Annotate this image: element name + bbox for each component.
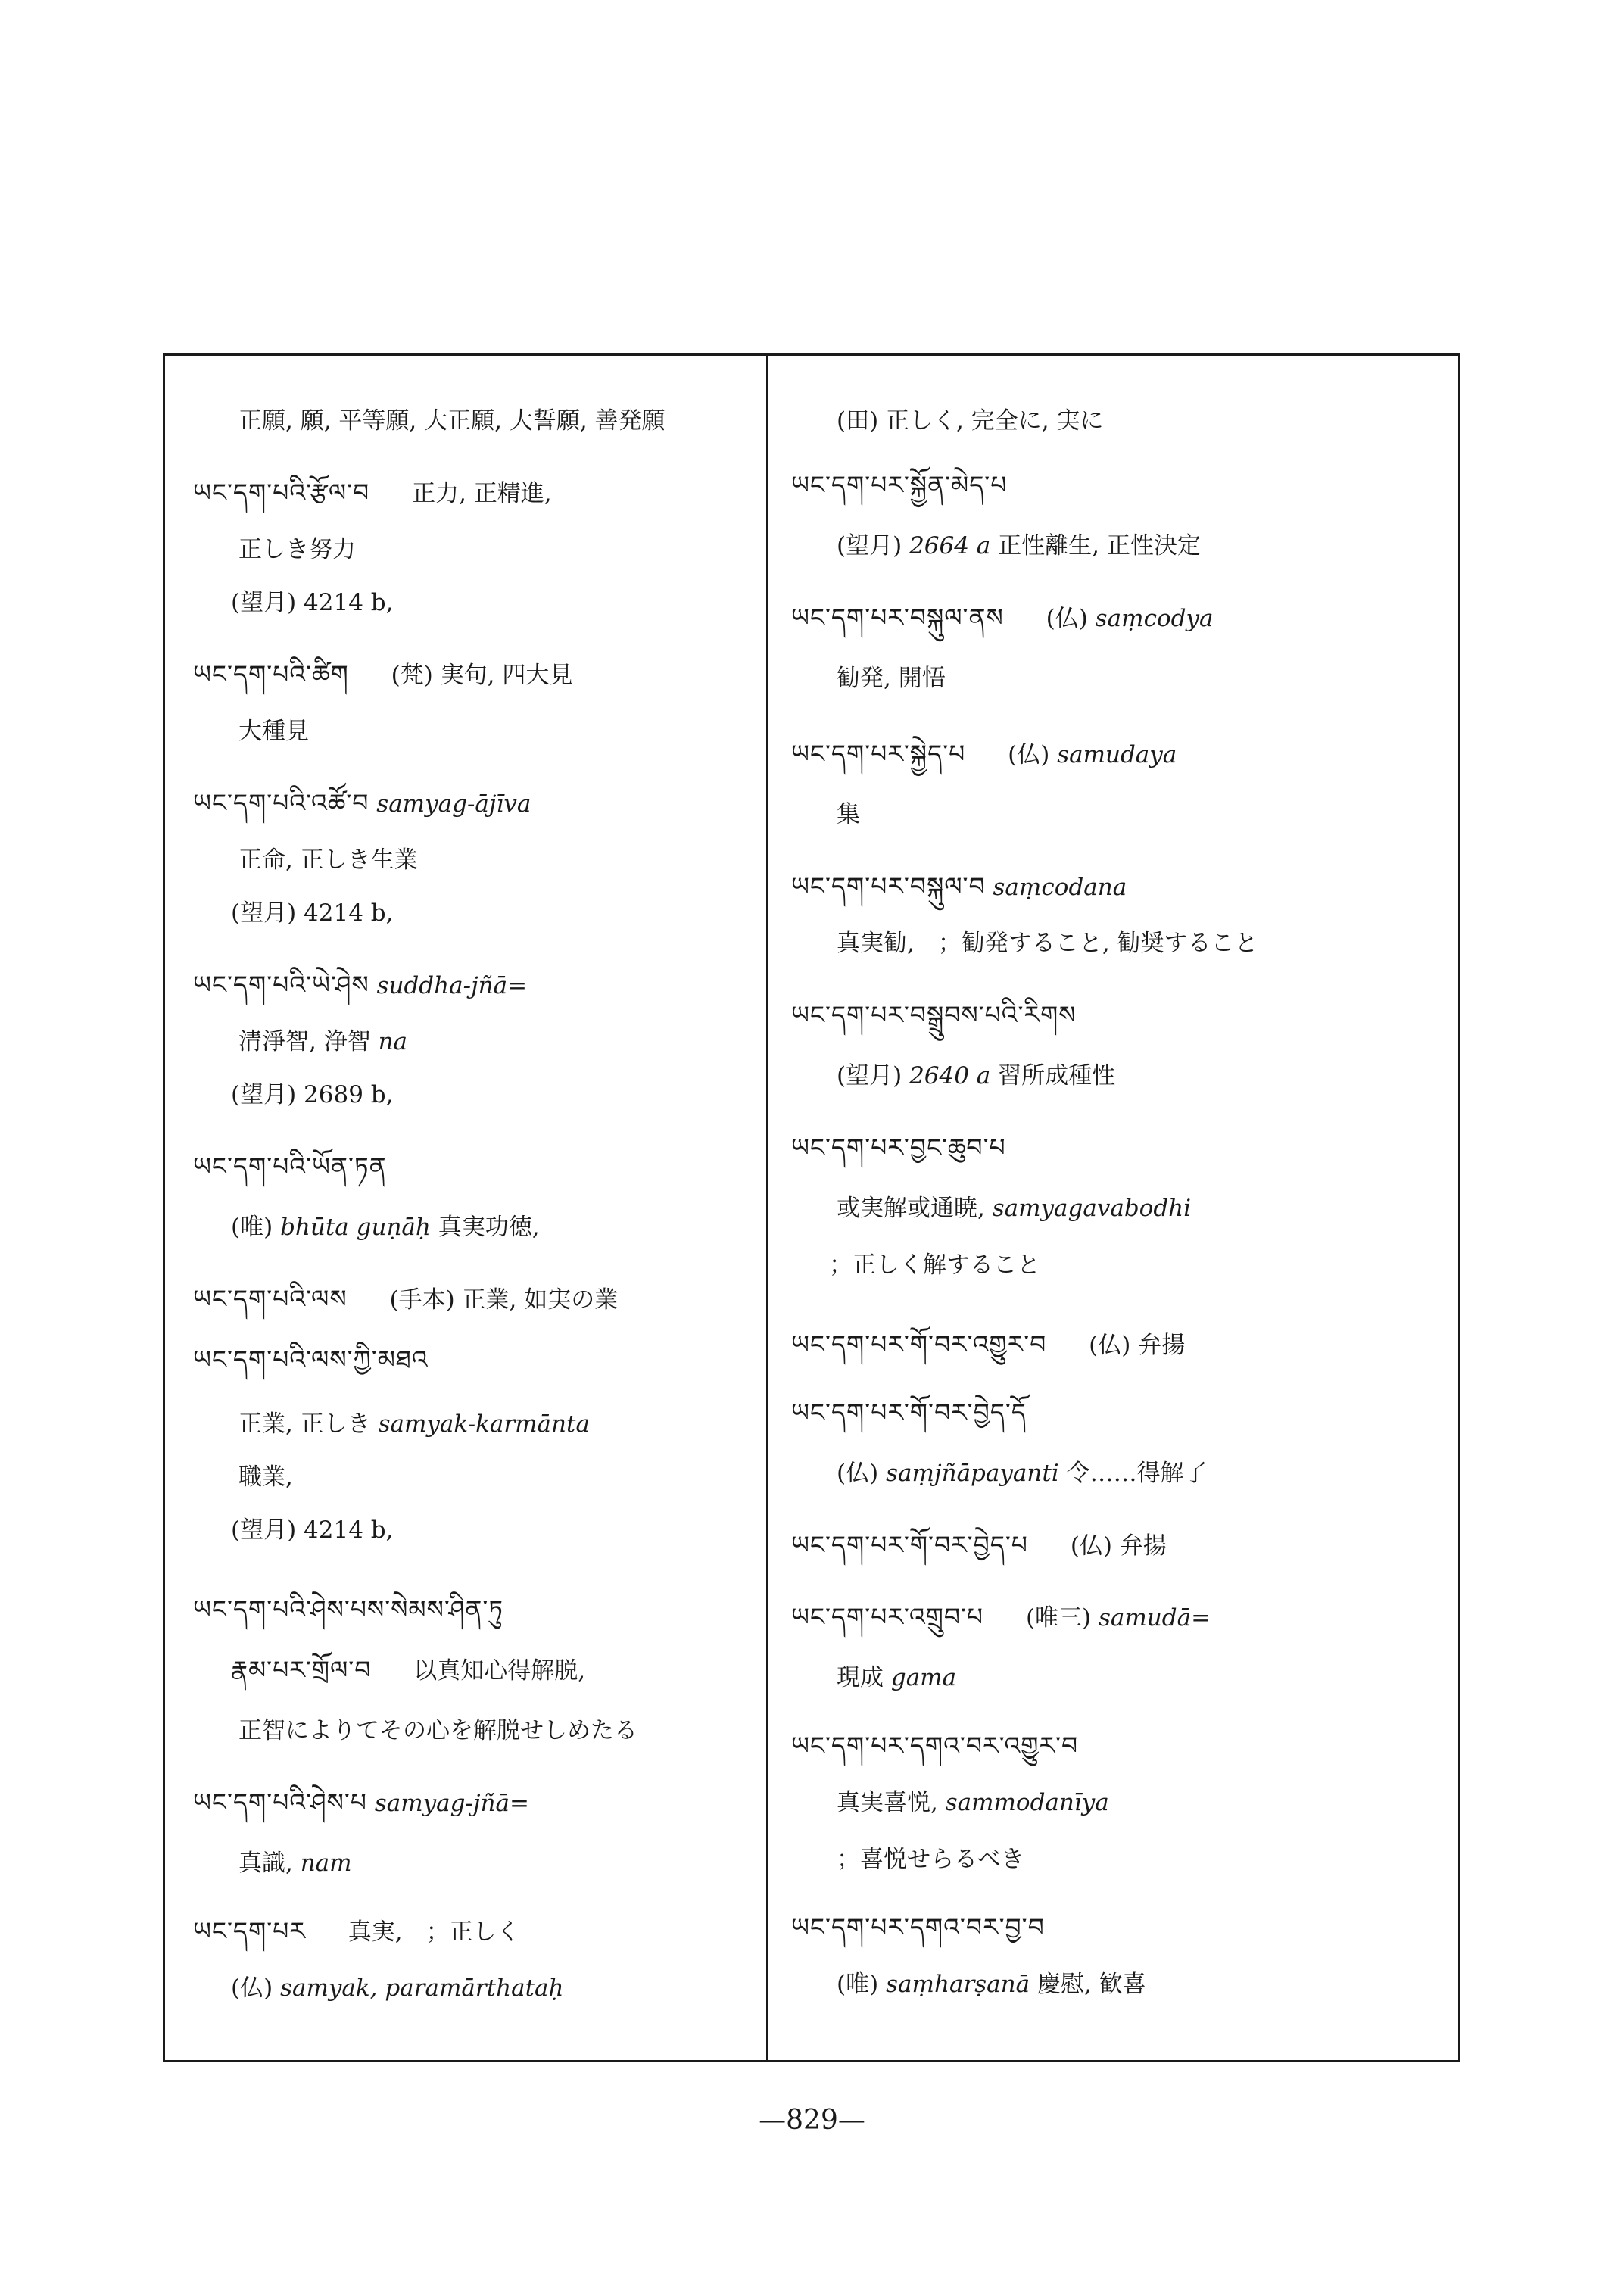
entry-line: [791, 739, 1177, 770]
entry-line: [837, 1844, 1024, 1875]
entry-line: [837, 1788, 1109, 1818]
romanized-sanskrit: 2664 a: [909, 532, 991, 559]
tibetan-headword: ཡང་དག་པའི་ཡེ་ཤེས: [193, 970, 369, 999]
gloss-text: 正力, 正精進,: [412, 480, 552, 507]
tibetan-headword: ཡང་དག་པའི་ལས་ཀྱི་མཐའ: [193, 1345, 429, 1374]
gloss-text: (梵) 実句, 四大見: [391, 662, 573, 689]
entry-line: [791, 470, 1007, 501]
entry-line: [193, 659, 572, 690]
tibetan-headword: ཡང་དག་པར་གོ་བར་བྱེད་དོ: [791, 1398, 1027, 1427]
tibetan-headword: ཡང་དག་པར་གོ་བར་འགྱུར་བ: [791, 1329, 1047, 1359]
gloss-text: 正業, 正しき: [238, 1410, 371, 1438]
entry-line: [238, 1716, 637, 1746]
page-number: —829—: [759, 2105, 865, 2136]
entry-line: [791, 1398, 1027, 1429]
gloss-text: 真実勧, ；勧発すること, 勧奨すること: [837, 930, 1258, 957]
entry-line: [238, 1462, 293, 1492]
romanized-sanskrit: samyag-ājīva: [376, 790, 531, 818]
romanized-sanskrit: samyag-jñā=: [374, 1790, 529, 1817]
gloss-text: (仏): [1046, 605, 1088, 632]
entry-line: [837, 663, 946, 693]
gloss-text: (望月) 4214 b,: [231, 1516, 394, 1544]
entry-line: [791, 1912, 1045, 1943]
entry-line: [837, 1458, 1208, 1488]
entry-line: [193, 1788, 529, 1819]
gloss-text: (唯三): [1025, 1604, 1092, 1632]
gloss-text: 清淨智, 浄智: [238, 1028, 371, 1055]
gloss-text: (田) 正しく, 完全に, 実に: [837, 407, 1104, 435]
gloss-text: 正性離生, 正性決定: [998, 532, 1201, 559]
gloss-text: (仏) 弁揚: [1089, 1332, 1186, 1359]
gloss-text: (望月): [837, 1062, 902, 1089]
entry-line: [231, 1212, 540, 1242]
tibetan-headword: ཡང་དག་པའི་ཤེས་པས་སེམས་ཤིན་ཏུ: [193, 1594, 504, 1624]
gloss-text: 正願, 願, 平等願, 大正願, 大誓願, 善発願: [238, 407, 665, 435]
gloss-text: (望月): [837, 532, 902, 559]
entry-line: [837, 1969, 1146, 1999]
gloss-text: 大種見: [238, 718, 309, 745]
gloss-text: (唯): [837, 1971, 879, 1998]
romanized-sanskrit: suddha-jñā=: [376, 972, 528, 999]
gloss-text: ；正しく解すること: [829, 1251, 1040, 1279]
romanized-sanskrit: samyak, paramārthataḥ: [280, 1975, 564, 2002]
gloss-text: 或実解或通暁,: [837, 1195, 985, 1222]
gloss-text: 職業,: [238, 1463, 293, 1491]
tibetan-headword: ཡང་དག་པའི་ཡོན་ཏན: [193, 1152, 387, 1181]
entry-line: [231, 588, 394, 618]
gloss-text: 正命, 正しき生業: [238, 846, 418, 874]
tibetan-headword: ཡང་དག་པའི་འཚོ་བ: [193, 788, 369, 818]
entry-line: [837, 799, 860, 830]
entry-line: [193, 478, 552, 509]
romanized-sanskrit: samudā=: [1099, 1604, 1211, 1632]
entry-line: [791, 1000, 1077, 1031]
gloss-text: 習所成種性: [998, 1062, 1116, 1089]
gloss-text: 以真知心得解脱,: [413, 1657, 586, 1685]
entry-line: [193, 970, 527, 1001]
gloss-text: (望月) 2689 b,: [231, 1081, 394, 1108]
romanized-sanskrit: samyak-karmānta: [378, 1410, 590, 1438]
gloss-text: (望月) 4214 b,: [231, 589, 394, 616]
gloss-text: (仏): [837, 1460, 879, 1487]
tibetan-headword: ཡང་དག་པར་བྱང་ཆུབ་པ: [791, 1133, 1006, 1162]
entry-line: [791, 1530, 1167, 1561]
tibetan-headword: ཡང་དག་པར་དགའ་བར་འགྱུར་བ: [791, 1731, 1079, 1760]
entry-line: [238, 1027, 407, 1057]
gloss-text: (唯): [231, 1214, 273, 1241]
tibetan-headword: ཡང་དག་པའི་ཚིག: [193, 659, 349, 689]
entry-line: [231, 1080, 394, 1110]
entry-line: [837, 1663, 956, 1693]
entry-line: [837, 928, 1258, 958]
column-divider: [766, 353, 768, 2062]
romanized-sanskrit: saṃcodana: [993, 874, 1127, 901]
gloss-text: 真識,: [238, 1850, 293, 1877]
gloss-text: 真実, ；正しく: [348, 1918, 520, 1946]
tibetan-headword: ཡང་དག་པར་དགའ་བར་བྱ་བ: [791, 1912, 1045, 1942]
tibetan-headword: རྣམ་པར་གྲོལ་བ: [231, 1655, 372, 1685]
tibetan-headword: ཡང་དག་པར་བསྒྲུབས་པའི་རིགས: [791, 1000, 1077, 1030]
entry-line: [231, 1973, 563, 2003]
entry-line: [231, 898, 394, 928]
romanized-sanskrit: na: [378, 1028, 408, 1055]
gloss-text: 慶慰, 歓喜: [1036, 1971, 1146, 1998]
gloss-text: (仏): [1008, 741, 1050, 768]
tibetan-headword: ཡང་དག་པར་བསྐུལ་ནས: [791, 603, 1004, 632]
entry-line: [193, 1284, 618, 1315]
entry-line: [791, 1133, 1006, 1164]
entry-line: [829, 1250, 1040, 1280]
gloss-text: 現成: [837, 1664, 884, 1691]
gloss-text: 真実功徳,: [438, 1214, 540, 1241]
entry-line: [193, 1152, 387, 1183]
entry-line: [791, 1329, 1185, 1361]
gloss-text: (仏) 弁揚: [1070, 1532, 1167, 1560]
gloss-text: 真実喜悦,: [837, 1789, 938, 1816]
gloss-text: (望月) 4214 b,: [231, 899, 394, 927]
entry-line: [837, 531, 1201, 561]
romanized-sanskrit: nam: [300, 1850, 352, 1877]
entry-line: [837, 1061, 1115, 1091]
entry-line: [231, 1515, 394, 1545]
entry-line: [791, 603, 1213, 634]
romanized-sanskrit: samudaya: [1057, 741, 1177, 768]
entry-line: [193, 1594, 503, 1625]
entry-line: [231, 1655, 585, 1686]
tibetan-headword: ཡང་དག་པར་སྐྱོན་མེད་པ: [791, 470, 1008, 500]
tibetan-headword: ཡང་དག་པར: [193, 1916, 306, 1946]
entry-line: [238, 716, 309, 746]
tibetan-headword: ཡང་དག་པའི་ཤེས་པ: [193, 1788, 367, 1817]
entry-line: [837, 406, 1103, 436]
romanized-sanskrit: sammodanīya: [945, 1789, 1109, 1816]
tibetan-headword: ཡང་དག་པར་འགྲུབ་པ: [791, 1602, 984, 1632]
tibetan-headword: ཡང་དག་པའི་ལས: [193, 1284, 348, 1314]
gloss-text: (手本) 正業, 如実の業: [389, 1286, 619, 1314]
entry-line: [791, 871, 1127, 902]
romanized-sanskrit: saṃjñāpayanti: [886, 1460, 1059, 1487]
gloss-text: 集: [837, 801, 860, 828]
entry-line: [238, 1848, 352, 1878]
entry-line: [837, 1193, 1191, 1223]
entry-line: [238, 1409, 590, 1439]
gloss-text: 勧発, 開悟: [837, 665, 946, 692]
tibetan-headword: ཡང་དག་པའི་རྩོལ་བ: [193, 478, 370, 507]
entry-line: [791, 1731, 1078, 1762]
entry-line: [791, 1602, 1211, 1633]
gloss-text: (仏): [231, 1975, 273, 2002]
entry-line: [193, 1916, 520, 1947]
tibetan-headword: ཡང་དག་པར་སྐྱེད་པ: [791, 739, 966, 768]
romanized-sanskrit: gama: [890, 1664, 957, 1691]
tibetan-headword: ཡང་དག་པར་བསྐུལ་བ: [791, 871, 986, 901]
entry-line: [193, 1345, 429, 1376]
entry-line: [238, 406, 665, 436]
entry-line: [193, 788, 531, 819]
tibetan-headword: ཡང་དག་པར་གོ་བར་བྱེད་པ: [791, 1530, 1028, 1560]
entry-line: [238, 845, 418, 875]
gloss-text: ；喜悦せらるべき: [837, 1846, 1024, 1873]
romanized-sanskrit: samyagavabodhi: [992, 1195, 1192, 1222]
gloss-text: 正しき努力: [238, 536, 356, 563]
romanized-sanskrit: saṃharṣanā: [886, 1971, 1030, 1998]
gloss-text: 令……得解了: [1066, 1460, 1208, 1487]
gloss-text: 正智によりてその心を解脱せしめたる: [238, 1717, 637, 1744]
romanized-sanskrit: 2640 a: [909, 1062, 991, 1089]
romanized-sanskrit: saṃcodya: [1095, 605, 1214, 632]
romanized-sanskrit: bhūta guṇāḥ: [280, 1214, 431, 1241]
entry-line: [238, 535, 356, 565]
